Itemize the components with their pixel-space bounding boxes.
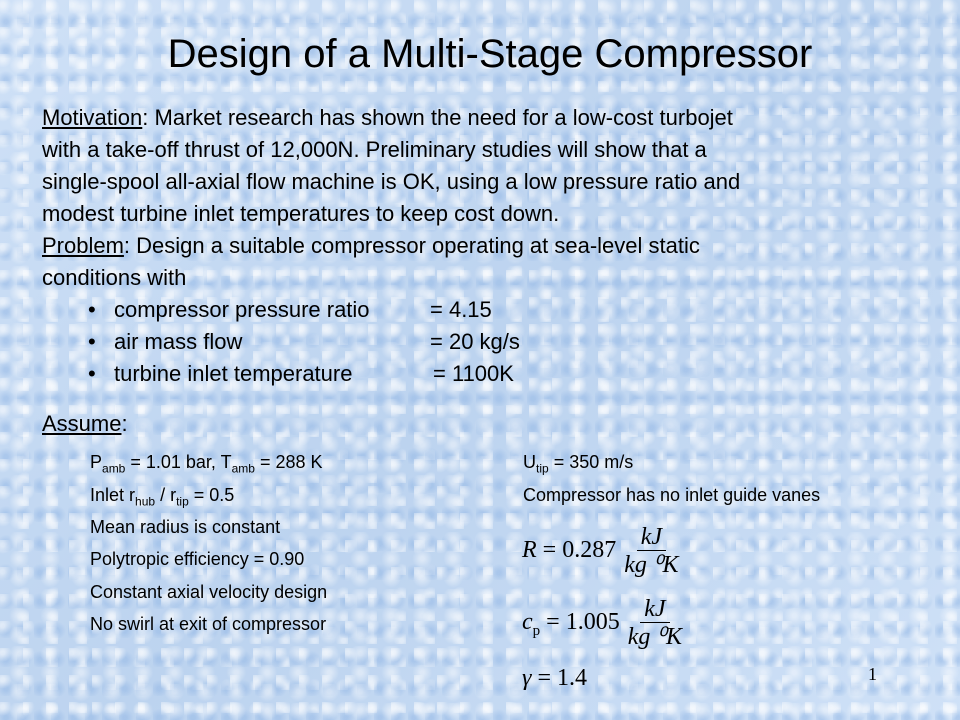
gas-constant-units: $\frac{kJ}{\text{kg ⁰K}}$: [624, 524, 679, 578]
tip-speed: $U_{tip} = 350$ m/s: [523, 452, 634, 476]
motivation-label: Motivation: [42, 105, 143, 130]
bullet-icon: •: [88, 329, 96, 354]
inlet-radius-ratio: Inlet $r_{hub} / r_{tip} = 0.5$: [90, 485, 235, 509]
bullet-pressure-ratio: • compressor pressure ratio = 4.15: [88, 294, 492, 326]
slide-title: Design of a Multi-Stage Compressor: [167, 32, 813, 76]
page-number: 1: [868, 664, 877, 684]
assume-heading: Assume:: [42, 411, 128, 436]
assume-label: Assume: [42, 411, 122, 436]
bullet-icon: •: [88, 297, 96, 322]
specific-heat-units: $\frac{kJ}{\text{kg ⁰K}}$: [627, 596, 682, 650]
polytropic-efficiency-text: Polytropic efficiency = 0.90: [90, 549, 305, 569]
axial-velocity-text: Constant axial velocity design: [90, 582, 328, 602]
motivation-line-4: modest turbine inlet temperatures to keep cost down.: [42, 201, 560, 226]
gas-constant-equation: R = 0.287 $\frac{kJ}{\text{kg ⁰K}}$: [522, 524, 683, 579]
bullet-turbine-temp: • turbine inlet temperature = 1100K: [88, 358, 514, 390]
bullet-mass-flow: • air mass flow = 20 kg/s: [88, 326, 520, 358]
problem-label: Problem: [42, 233, 124, 258]
no-swirl-text: No swirl at exit of compressor: [90, 614, 327, 634]
bullet-icon: •: [88, 361, 96, 386]
motivation-line-2: with a take-off thrust of 12,000N. Preliminary studies will show that a: [42, 137, 707, 162]
ambient-conditions: $P_{amb} = 1.01$ bar, $T_{amb} = 288$ K: [90, 452, 323, 476]
motivation-line-3: single-spool all-axial flow machine is OK, using a low pressure ratio and: [42, 169, 741, 194]
problem-line-2: conditions with: [42, 265, 187, 290]
mean-radius-text: Mean radius is constant: [90, 517, 281, 537]
no-igv-text: Compressor has no inlet guide vanes: [523, 485, 821, 505]
motivation-line-1: Motivation: Market research has shown the need for a low-cost turbojet: [42, 105, 733, 130]
problem-line-1: Problem: Design a suitable compressor operating at sea-level static: [42, 233, 700, 258]
specific-heat-equation: $c_p = 1.005$ $\frac{kJ}{\text{kg ⁰K}}$: [522, 596, 686, 651]
gamma-equation: γ = 1.4: [522, 665, 588, 691]
